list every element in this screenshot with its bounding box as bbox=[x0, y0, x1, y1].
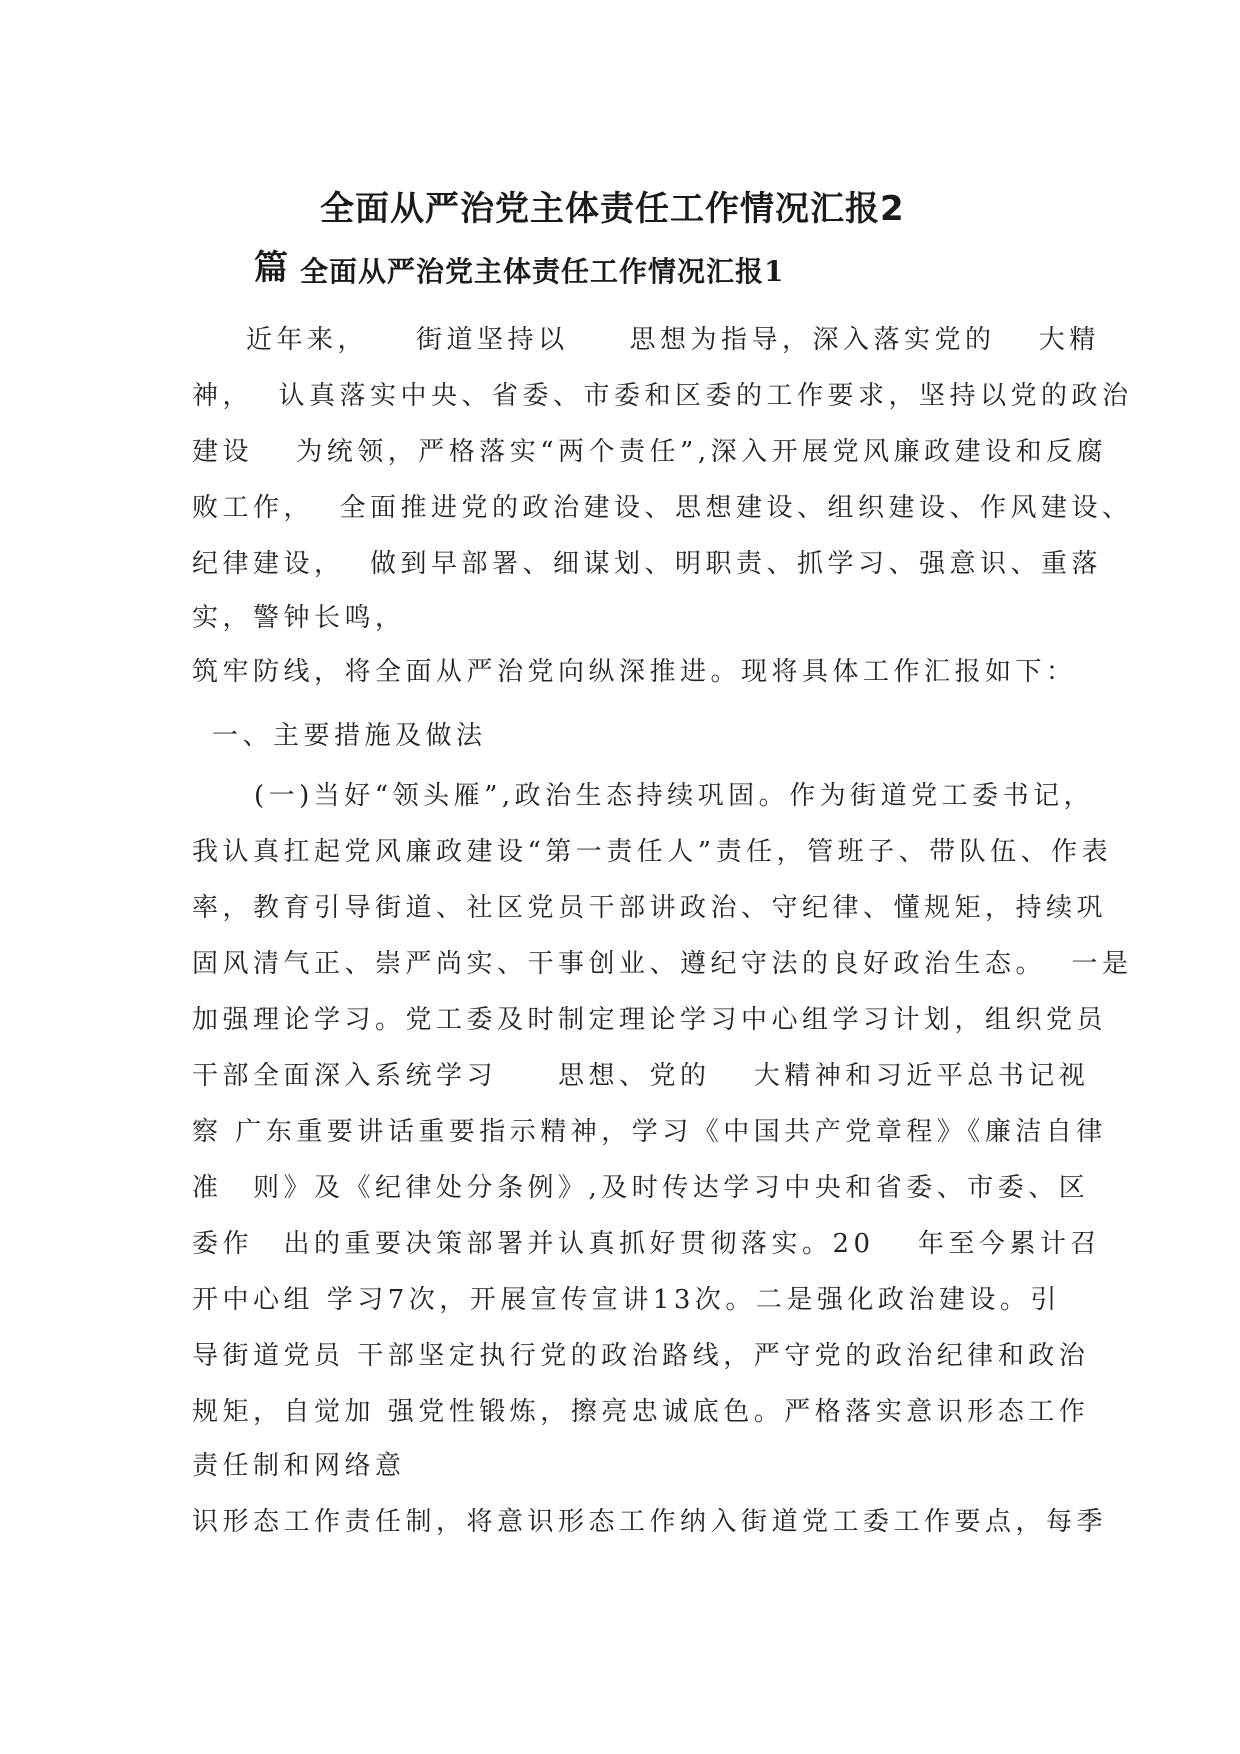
body-line: 建设 为统领，严格落实“两个责任”,深入开展党风廉政建设和反腐 bbox=[192, 437, 1108, 467]
body-line: 近年来， 街道坚持以 思想为指导，深入落实党的 大精 bbox=[246, 325, 1100, 355]
body-line: 败工作， 全面推进党的政治建设、思想建设、组织建设、作风建设、 bbox=[192, 493, 1133, 523]
body-line: 委作 出的重要决策部署并认真抓好贯彻落实。20 年至今累计召 bbox=[192, 1229, 1101, 1259]
body-line: 加强理论学习。党工委及时制定理论学习中心组学习计划，组织党员 bbox=[192, 1005, 1108, 1035]
body-line: 准 则》及《纪律处分条例》,及时传达学习中央和省委、市委、区 bbox=[192, 1173, 1090, 1203]
body-line: 纪律建设， 做到早部署、细谋划、明职责、抓学习、强意识、重落 bbox=[192, 549, 1103, 579]
document-title: 全面从严治党主体责任工作情况汇报2 bbox=[320, 189, 905, 229]
subtitle-prefix: 篇 bbox=[254, 248, 288, 288]
body-line: 导街道党员 干部坚定执行党的政治路线，严守党的政治纪律和政治 bbox=[192, 1341, 1090, 1371]
body-line: 开中心组 学习7次，开展宣传宣讲13次。二是强化政治建设。引 bbox=[192, 1285, 1061, 1315]
body-line: 率，教育引导街道、社区党员干部讲政治、守纪律、懂规矩，持续巩 bbox=[192, 893, 1108, 923]
body-line: 实，警钟长鸣， bbox=[192, 603, 406, 633]
body-line: 筑牢防线，将全面从严治党向纵深推进。现将具体工作汇报如下： bbox=[192, 657, 1077, 687]
body-line: (一)当好“领头雁”,政治生态持续巩固。作为街道党工委书记， bbox=[254, 781, 1095, 811]
body-line: 固风清气正、崇严尚实、干事创业、遵纪守法的良好政治生态。 一是 bbox=[192, 949, 1133, 979]
body-line: 察 广东重要讲话重要指示精神，学习《中国共产党章程》《廉洁自律 bbox=[192, 1117, 1107, 1147]
section-heading: 一、主要措施及做法 bbox=[212, 721, 487, 751]
body-line: 责任制和网络意 bbox=[192, 1451, 406, 1481]
body-line: 规矩，自觉加 强党性锻炼，擦亮忠诚底色。严格落实意识形态工作 bbox=[192, 1397, 1090, 1427]
body-line: 识形态工作责任制，将意识形态工作纳入街道党工委工作要点，每季 bbox=[192, 1507, 1108, 1537]
body-line: 神， 认真落实中央、省委、市委和区委的工作要求，坚持以党的政治 bbox=[192, 381, 1133, 411]
body-line: 我认真扛起党风廉政建设“第一责任人”责任，管班子、带队伍、作表 bbox=[192, 837, 1113, 867]
document-subtitle: 全面从严治党主体责任工作情况汇报1 bbox=[300, 255, 785, 288]
body-line: 干部全面深入系统学习 思想、党的 大精神和习近平总书记视 bbox=[192, 1061, 1090, 1091]
